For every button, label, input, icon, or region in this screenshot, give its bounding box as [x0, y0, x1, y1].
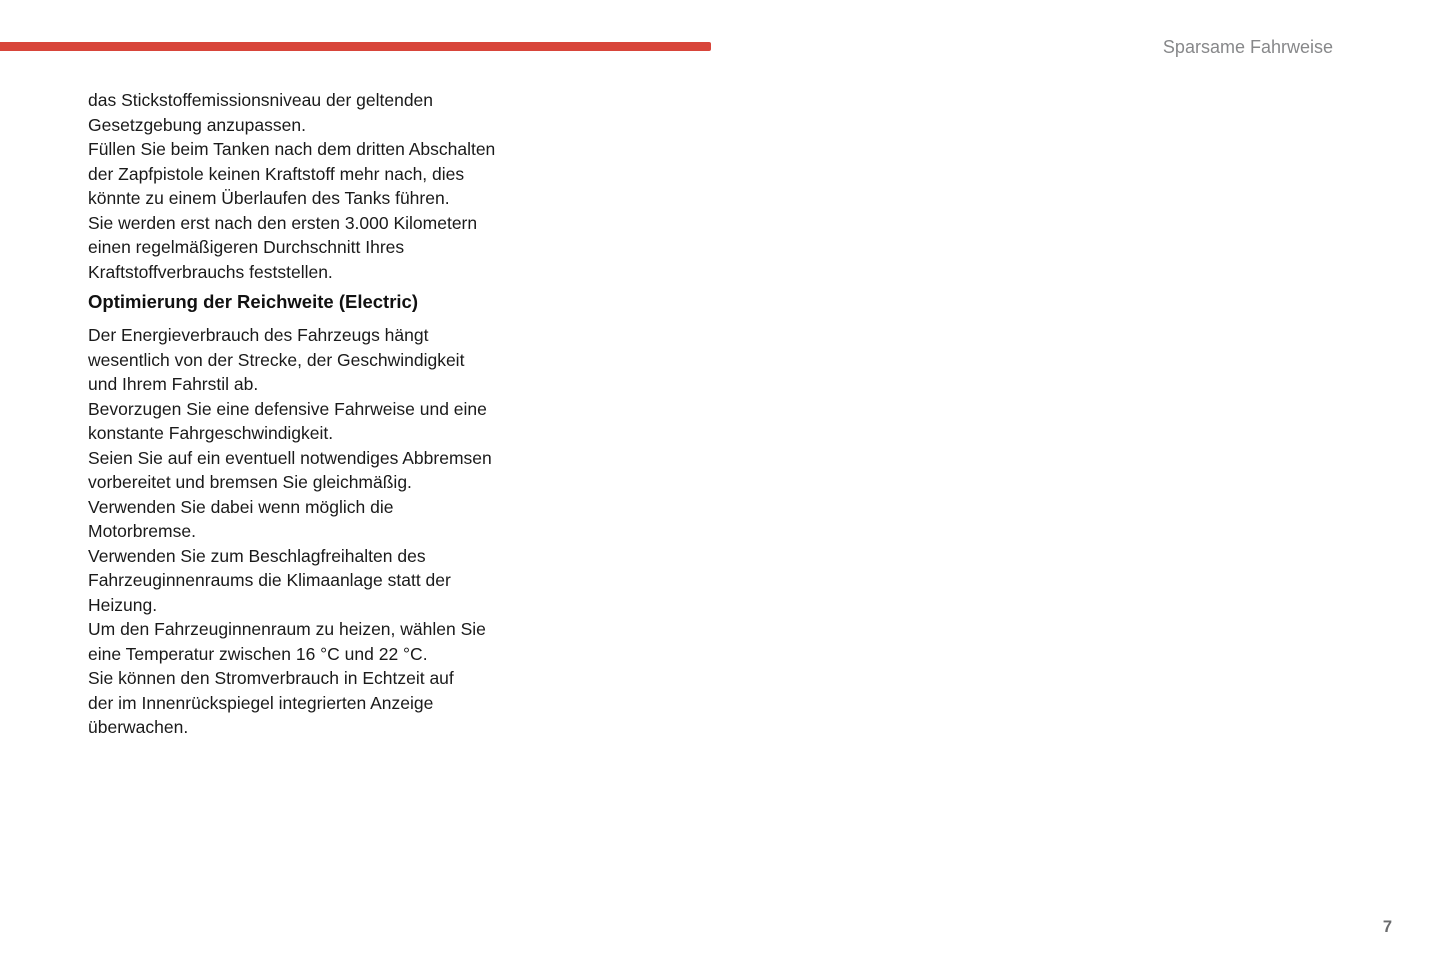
- text-line: der im Innenrückspiegel integrierten Anzeige: [88, 692, 434, 713]
- paragraph: [88, 617, 508, 666]
- text-line: Der Energieverbrauch des Fahrzeugs hängt: [88, 325, 429, 345]
- page-number: 7: [1382, 918, 1392, 936]
- text-line: Bevorzugen Sie eine defensive Fahrweise und eine: [88, 398, 487, 419]
- paragraph: [88, 495, 508, 544]
- text-line: und Ihrem Fahrstil ab.: [88, 374, 259, 394]
- text-line: wesentlich von der Strecke, der Geschwindigkeit: [88, 349, 465, 370]
- text-line: Füllen Sie beim Tanken nach dem dritten Abschalten: [88, 139, 496, 159]
- accent-bar: [0, 42, 711, 51]
- paragraph: [88, 137, 508, 211]
- text-line: Fahrzeuginnenraums die Klimaanlage statt der: [88, 570, 451, 590]
- paragraph: [88, 446, 508, 495]
- text-line: einen regelmäßigeren Durchschnitt Ihres: [88, 237, 405, 257]
- text-line: konstante Fahrgeschwindigkeit.: [88, 423, 334, 443]
- text-line: der Zapfpistole keinen Kraftstoff mehr nach, dies: [88, 163, 465, 184]
- text-line: Verwenden Sie zum Beschlagfreihalten des: [88, 545, 426, 566]
- paragraph: [88, 397, 508, 446]
- paragraph: [88, 323, 508, 397]
- running-header-title: Sparsame Fahrweise: [1162, 37, 1333, 57]
- text-line: vorbereitet und bremsen Sie gleichmäßig.: [88, 472, 412, 492]
- text-line: Seien Sie auf ein eventuell notwendiges Abbremsen: [88, 447, 492, 468]
- text-line: überwachen.: [88, 717, 189, 737]
- text-line: Verwenden Sie dabei wenn möglich die: [88, 496, 394, 517]
- text-line: Sie können den Stromverbrauch in Echtzeit auf: [88, 668, 454, 688]
- paragraph: [88, 544, 508, 618]
- text-line: könnte zu einem Überlaufen des Tanks führen.: [88, 188, 450, 208]
- paragraph: [88, 88, 508, 137]
- text-line: eine Temperatur zwischen 16 °C und 22 °C.: [88, 643, 428, 664]
- text-line: Heizung.: [88, 594, 158, 615]
- text-line: das Stickstoffemissionsniveau der geltenden: [88, 90, 434, 110]
- text-line: Motorbremse.: [88, 521, 196, 541]
- paragraph: [88, 211, 508, 285]
- paragraph: [88, 666, 508, 740]
- text-line: Um den Fahrzeuginnenraum zu heizen, wählen Sie: [88, 619, 486, 639]
- content-column: [88, 88, 508, 740]
- text-line: Sie werden erst nach den ersten 3.000 Kilometern: [88, 212, 478, 233]
- text-line: Gesetzgebung anzupassen.: [88, 114, 306, 135]
- text-line: Kraftstoffverbrauchs feststellen.: [88, 261, 333, 282]
- section-heading: Optimierung der Reichweite (Electric): [88, 291, 418, 312]
